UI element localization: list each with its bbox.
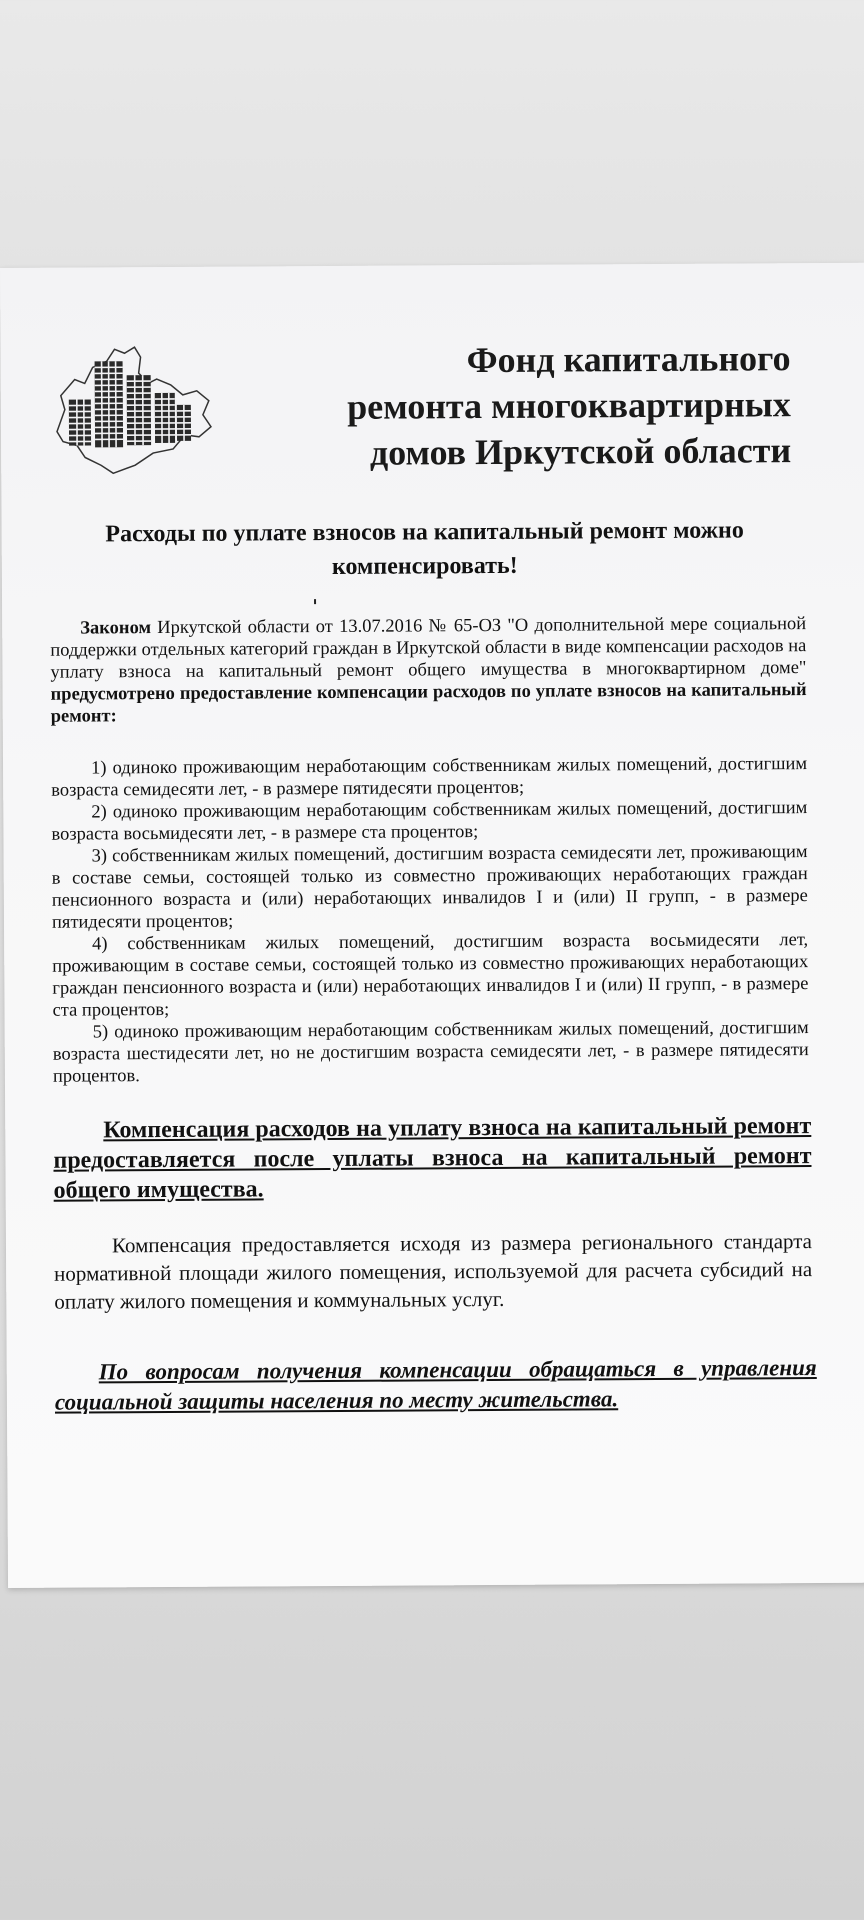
law-provision: предусмотрено предоставление компенсации расходов по уплате взносов на капитальный ремонт:	[50, 680, 807, 727]
list-item: 4) собственникам жилых помещений, достигшим возраста восьмидесяти лет, проживающим в составе семьи, состоящей только из совместно проживающих неработающих граждан пенсионного возраста и (или) неработающих инвалидов I и (или) II групп, - в размере ста процентов;	[52, 930, 809, 1021]
print-speck	[314, 599, 316, 604]
list-item: 5) одиноко проживающим неработающим собственникам жилых помещений, достигшим возраста шестидесяти лет, но не достигшим возраста семидесяти лет, - в размере пятидесяти процентов.	[52, 1018, 809, 1087]
organization-name-line: Фонд капитального	[466, 338, 791, 381]
organization-name-line: ремонта многоквартирных	[347, 384, 791, 427]
organization-name	[270, 335, 791, 476]
payment-notice: Компенсация расходов на уплату взноса на капитальный ремонт предоставляется после уплаты взноса на капитальный ремонт общего имущества.	[53, 1113, 812, 1204]
law-intro-paragraph	[50, 613, 807, 728]
notice-sheet	[0, 263, 864, 1588]
law-lead: Законом	[80, 618, 152, 639]
headline	[42, 513, 808, 586]
fund-logo	[48, 339, 229, 480]
beneficiary-list	[51, 753, 809, 1088]
compensation-basis: Компенсация предоставляется исходя из размера регионального стандарта нормативной площади жилого помещения, используемой для расчета субсидий на оплату жилого помещения и коммунальных услуг.	[54, 1229, 813, 1314]
law-intro	[50, 613, 807, 728]
organization-name-line: домов Иркутской области	[369, 430, 792, 473]
headline-line: компенсировать!	[331, 552, 518, 580]
list-item: 1) одиноко проживающим неработающим собственникам жилых помещений, достигшим возраста семидесяти лет, - в размере пятидесяти процентов;	[51, 754, 808, 801]
law-text: Иркутской области от 13.07.2016 № 65-ОЗ "О дополнительной мере социальной поддержки отдельных категорий граждан в Иркутской области в виде компенсации расходов на уплату взноса на капитальный ремонт общего имущества в многоквартирном доме"	[50, 614, 807, 683]
list-item: 3) собственникам жилых помещений, достигшим возраста семидесяти лет, проживающим в составе семьи, состоящей только из совместно проживающих неработающих граждан пенсионного возраста и (или) неработающих инвалидов I и (или) II групп, - в размере пятидесяти процентов;	[51, 842, 808, 933]
headline-line: Расходы по уплате взносов на капитальный ремонт можно	[105, 517, 744, 548]
contact-instructions: По вопросам получения компенсации обращаться в управления социальной защиты населения по месту жительства.	[54, 1355, 817, 1415]
list-item: 2) одиноко проживающим неработающим собственникам жилых помещений, достигшим возраста восьмидесяти лет, - в размере ста процентов;	[51, 798, 808, 845]
